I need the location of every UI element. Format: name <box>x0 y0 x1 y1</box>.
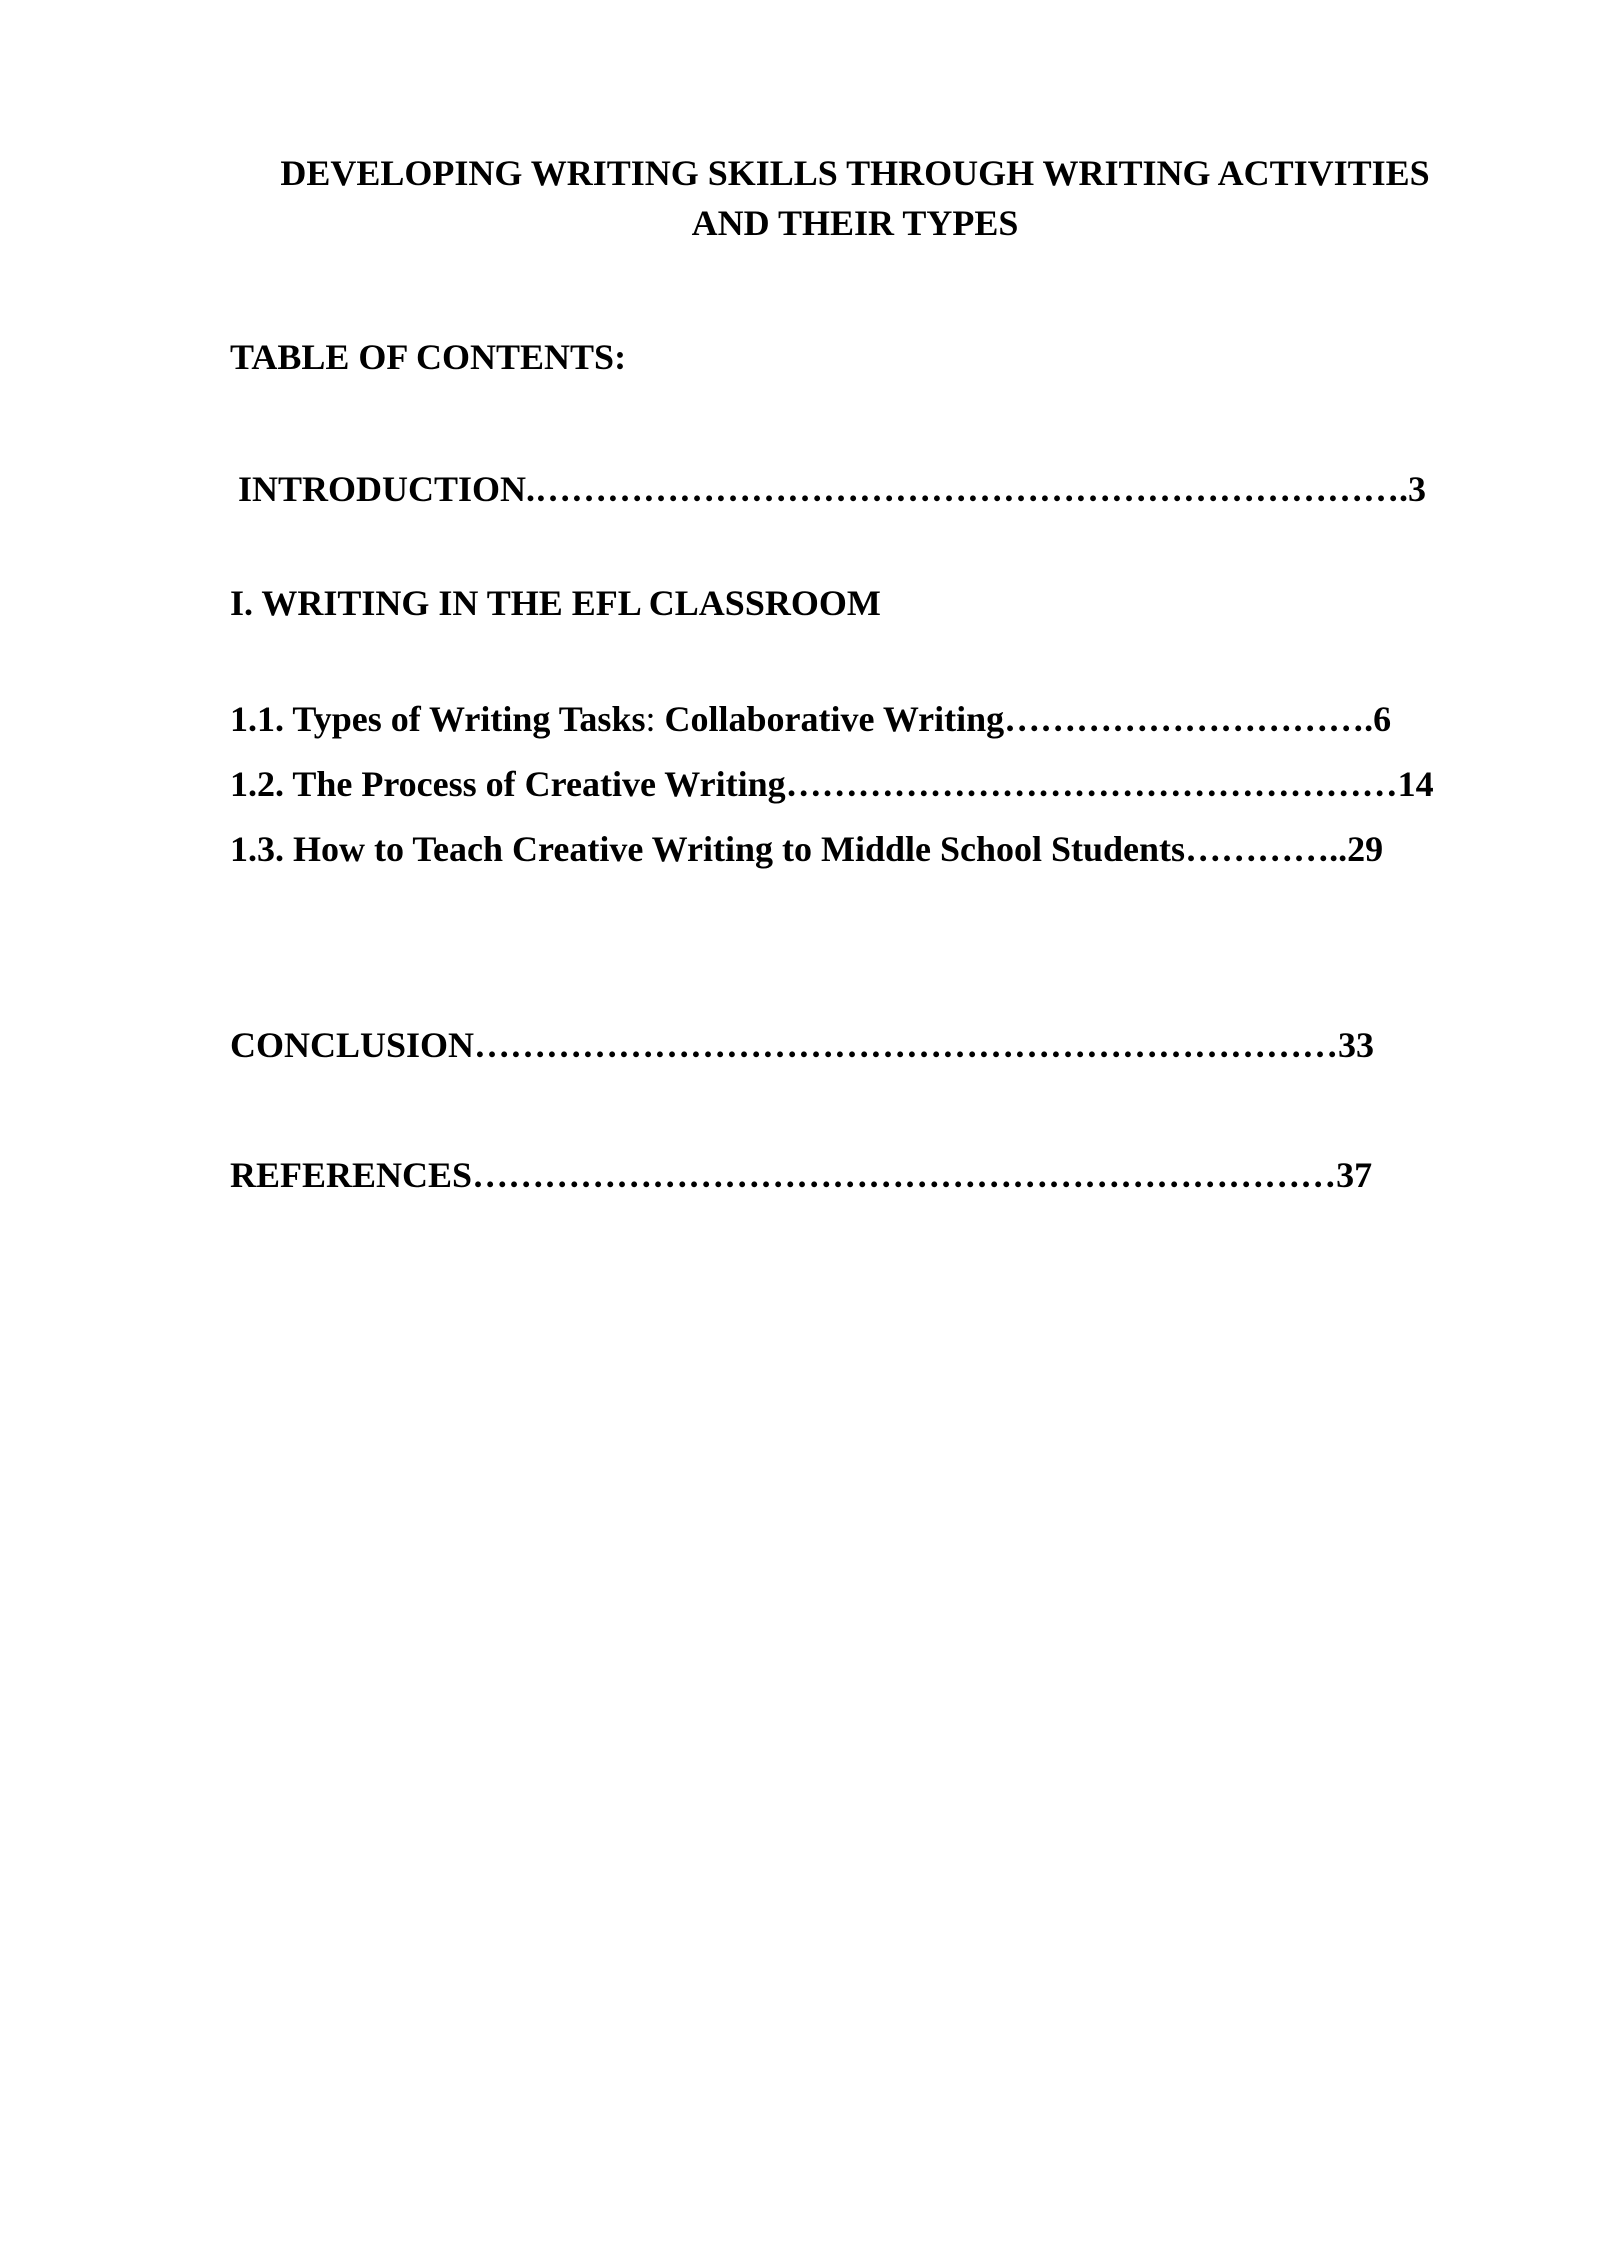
toc-heading: TABLE OF CONTENTS: <box>230 337 627 377</box>
toc-entry-label: CONCLUSION <box>230 1025 475 1065</box>
toc-entry-dots: ……………………………………………………………… <box>474 1025 1339 1065</box>
toc-entry-label-2: Collaborative Writing <box>664 699 1005 739</box>
toc-entry-page: 6 <box>1373 699 1392 739</box>
toc-entry-conclusion <box>230 1020 1374 1070</box>
document-title-line-1: DEVELOPING WRITING SKILLS THROUGH WRITING ACTIVITIES <box>280 153 1430 193</box>
toc-entry-page: 37 <box>1336 1155 1373 1195</box>
toc-entry-references <box>230 1150 1372 1200</box>
toc-entry-label: INTRODUCTION. <box>238 469 536 509</box>
toc-entry-dots: ……………………………………………………………… <box>472 1155 1337 1195</box>
toc-entry-dots: …………………………. <box>1004 699 1374 739</box>
toc-entry-separator: : <box>645 699 665 739</box>
toc-entry-1-2 <box>230 759 1434 809</box>
document-title-line-2: AND THEIR TYPES <box>691 203 1019 243</box>
toc-entry-page: 33 <box>1338 1025 1375 1065</box>
toc-entry-label: 1.1. Types of Writing Tasks <box>230 699 646 739</box>
toc-entry-label: 1.3. How to Teach Creative Writing to Middle School Students <box>230 829 1186 869</box>
toc-entry-1-3 <box>230 824 1383 874</box>
toc-entry-dots: …………………………………………… <box>785 764 1398 804</box>
toc-entry-dots: ………….. <box>1185 829 1348 869</box>
toc-entry-1-1 <box>230 694 1391 744</box>
document-title <box>230 148 1480 248</box>
toc-entry-page: 29 <box>1347 829 1384 869</box>
toc-entry-page: 14 <box>1397 764 1434 804</box>
toc-entry-label: 1.2. The Process of Creative Writing <box>230 764 786 804</box>
toc-entry-page: 3 <box>1408 469 1427 509</box>
toc-entry-introduction <box>238 464 1426 514</box>
toc-entry-label: REFERENCES <box>230 1155 473 1195</box>
section-heading: I. WRITING IN THE EFL CLASSROOM <box>230 583 881 623</box>
toc-entry-dots: ………………………………………………………………. <box>535 469 1409 509</box>
